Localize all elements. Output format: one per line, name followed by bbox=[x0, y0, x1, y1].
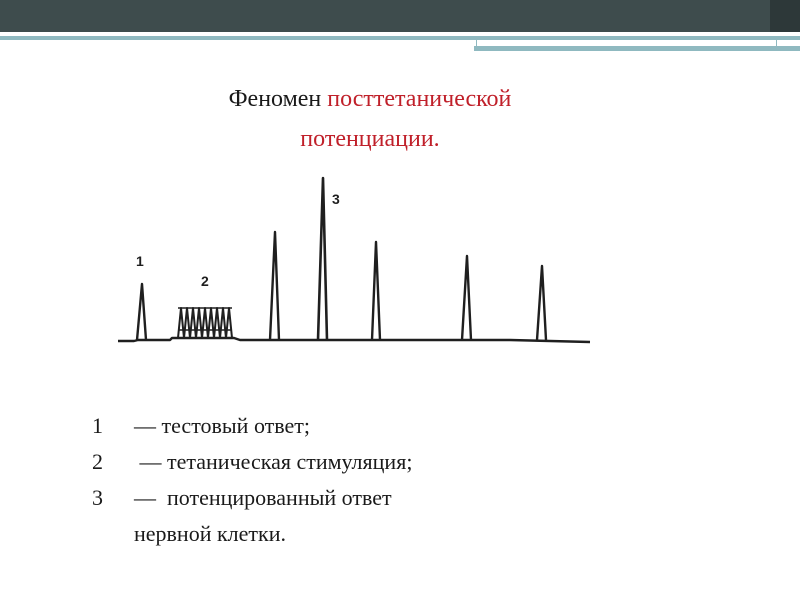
title-plain: Феномен bbox=[228, 86, 328, 112]
legend-text: — тетаническая стимуляция; bbox=[134, 449, 413, 474]
slide-title-line1 bbox=[0, 84, 740, 114]
legend-continuation: нервной клетки. bbox=[134, 521, 286, 546]
legend-number: 1 bbox=[92, 413, 103, 438]
diagram-label-1: 1 bbox=[136, 253, 144, 269]
legend-item-3 bbox=[82, 480, 412, 516]
spike-potentiated-1 bbox=[270, 232, 279, 340]
tetanic-stimulation-trace bbox=[178, 308, 232, 338]
title-accent-2: потенциации. bbox=[300, 126, 440, 152]
legend-item-1 bbox=[82, 408, 412, 444]
legend-item-2 bbox=[82, 444, 412, 480]
diagram-label-2: 2 bbox=[201, 273, 209, 289]
trace-baseline bbox=[118, 338, 590, 342]
legend-text: — потенцированный ответ bbox=[134, 485, 392, 510]
top-band-corner bbox=[770, 0, 800, 32]
ptp-trace-diagram bbox=[110, 170, 600, 355]
title-accent: посттетанической bbox=[327, 86, 512, 112]
legend-number: 2 bbox=[92, 449, 103, 474]
accent-tick bbox=[776, 40, 777, 46]
legend-text: — тестовый ответ; bbox=[134, 413, 311, 438]
top-decorative-band bbox=[0, 0, 800, 32]
spike-test-response bbox=[137, 284, 146, 340]
diagram-label-3: 3 bbox=[332, 191, 340, 207]
spike-potentiated-2 bbox=[372, 242, 380, 340]
legend-number: 3 bbox=[92, 485, 103, 510]
spike-potentiated-3 bbox=[462, 256, 471, 340]
spike-potentiated-peak bbox=[318, 178, 327, 340]
top-accent-line bbox=[0, 36, 800, 40]
accent-tick bbox=[476, 40, 477, 46]
right-accent-line bbox=[474, 46, 800, 51]
spike-potentiated-4 bbox=[537, 266, 546, 340]
legend-list bbox=[82, 408, 412, 552]
slide-title-line2 bbox=[0, 124, 740, 154]
